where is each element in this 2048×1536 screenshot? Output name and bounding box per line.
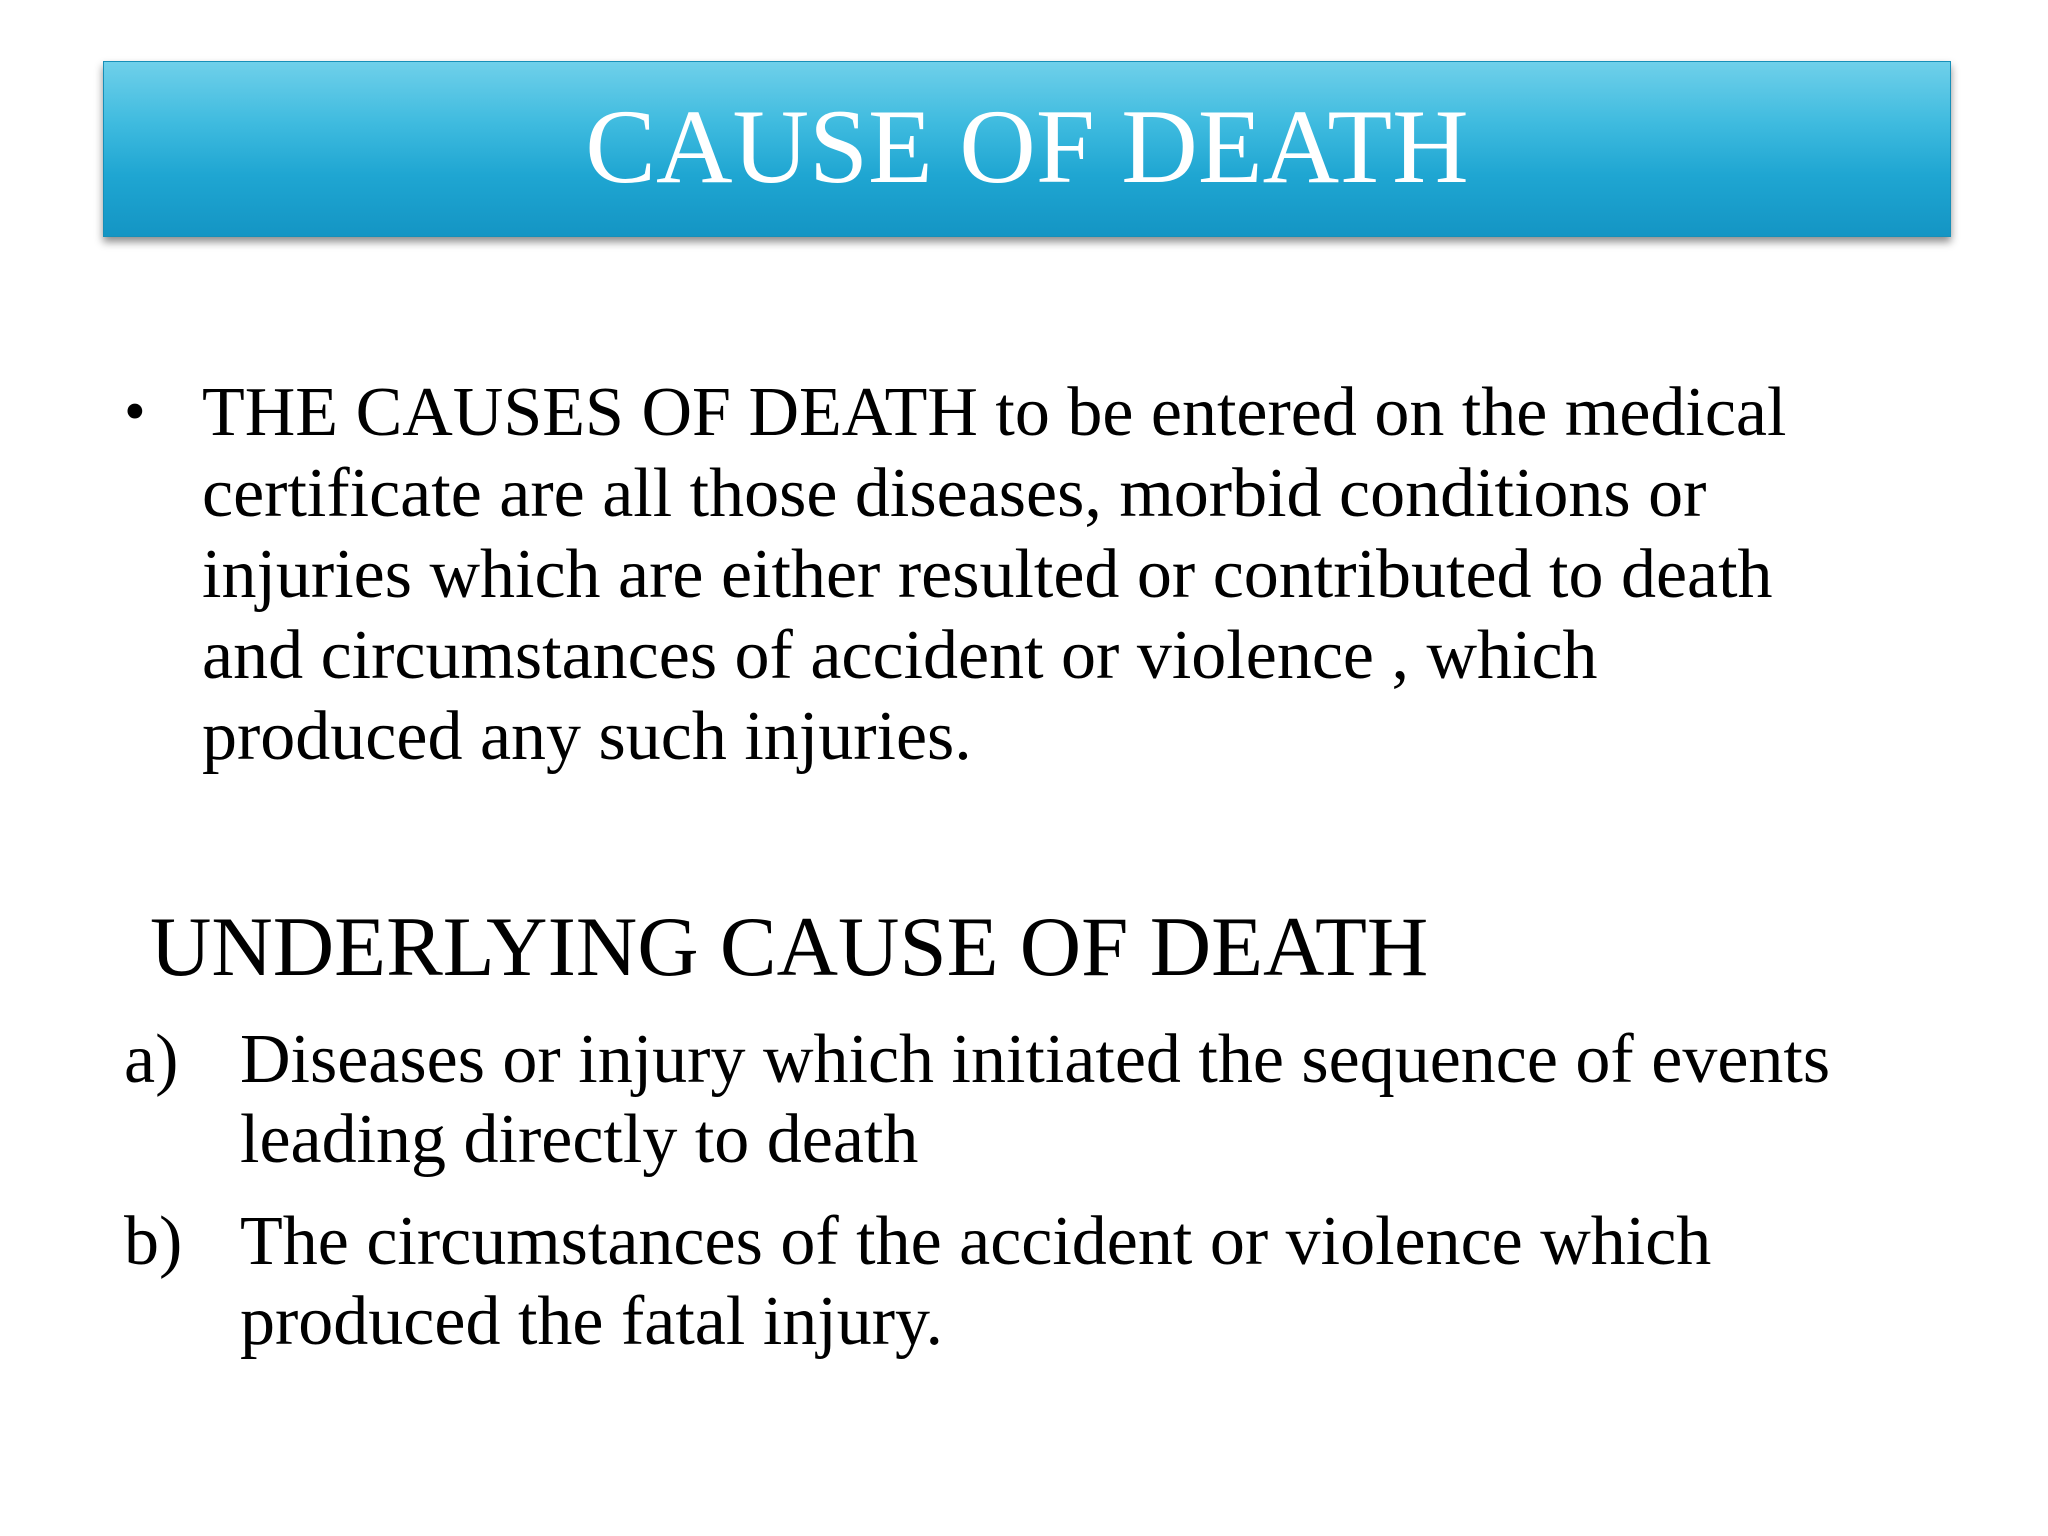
list-item-text [240,1020,2004,1180]
list-item-text [240,1202,2004,1362]
definition-line: and circumstances of accident or violence , which [202,617,1598,694]
list-item-line: leading directly to death [240,1101,919,1178]
definition-line: THE CAUSES OF DEATH to be entered on the medical [202,374,1787,451]
list-item-line: produced the fatal injury. [240,1283,943,1360]
definition-line: certificate are all those diseases, morbid conditions or [202,455,1707,532]
definition-line: injuries which are either resulted or contributed to death [202,536,1773,613]
list-item [124,1020,2004,1180]
list-item-line: Diseases or injury which initiated the sequence of events [240,1021,1831,1098]
list-marker: a) [124,1021,179,1098]
list-marker: b) [124,1203,183,1280]
bullet-icon: • [124,378,146,446]
underlying-cause-heading: UNDERLYING CAUSE OF DEATH [150,900,1429,994]
definition-bullet [124,372,1984,777]
definition-line: produced any such injuries. [202,698,972,775]
definition-text [202,372,1962,777]
list-item [124,1202,2004,1362]
list-item-line: The circumstances of the accident or violence which [240,1203,1712,1280]
underlying-cause-list [124,1020,2004,1384]
slide-title: CAUSE OF DEATH [585,88,1469,205]
